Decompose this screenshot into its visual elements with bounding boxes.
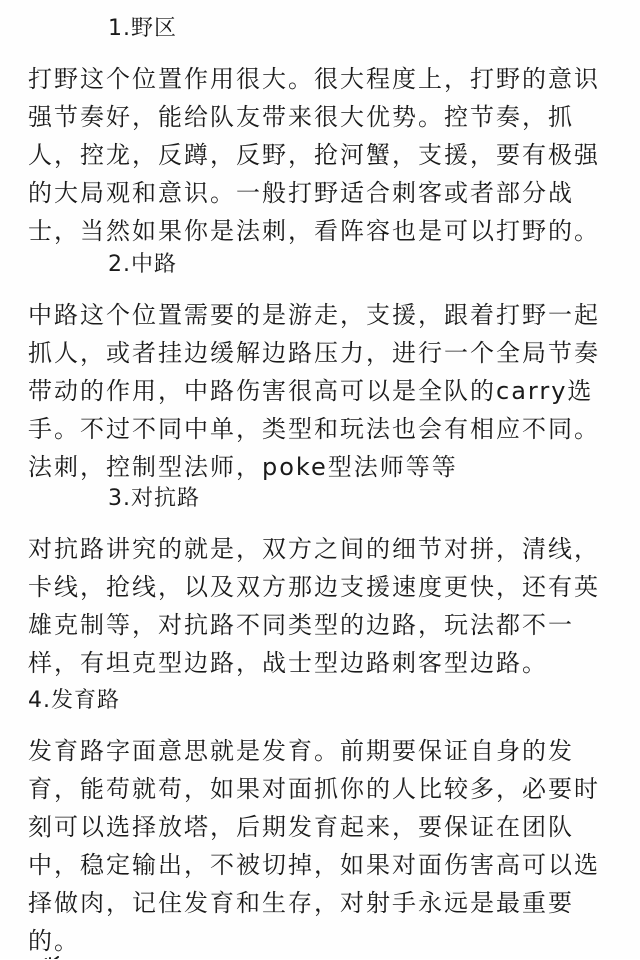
section-body-bot: 发育路字面意思就是发育。前期要保证自身的发育，能苟就苟，如果对面抓你的人比较多，必要时刻可以选择放塔，后期发育起来，要保证在团队中，稳定输出，不被切掉，如果对面伤害高可以选择做肉，记住发育和生存，对射手永远是最重要的。 <box>28 737 600 955</box>
section-body-jungle: 打野这个位置作用很大。很大程度上，打野的意识强节奏好，能给队友带来很大优势。控节奏，抓人，控龙，反蹲，反野，抢河蟹，支援，要有极强的大局观和意识。一般打野适合刺客或者部分战士，当然如果你是法刺，看阵容也是可以打野的。 <box>28 65 600 245</box>
section-body-top: 对抗路讲究的就是，双方之间的细节对拼，清线，卡线，抢线，以及双方那边支援速度更快，还有英雄克制等，对抗路不同类型的边路，玩法都不一样，有坦克型边路，战士型边路刺客型边路。 <box>28 535 600 677</box>
section-heading-jungle: 1.野区 <box>108 16 177 41</box>
section-body-mid: 中路这个位置需要的是游走，支援，跟着打野一起抓人，或者挂边缓解边路压力，进行一个全局节奏带动的作用，中路伤害很高可以是全队的carry选手。不过不同中单，类型和玩法也会有相应不同。法刺，控制型法师，poke型法师等等 <box>28 301 600 481</box>
section-heading-top: 3.对抗路 <box>108 486 200 511</box>
section-heading-mid: 2.中路 <box>108 252 177 277</box>
section-heading-bot: 4.发育路 <box>28 688 120 713</box>
cropped-text-fragment <box>36 950 60 959</box>
